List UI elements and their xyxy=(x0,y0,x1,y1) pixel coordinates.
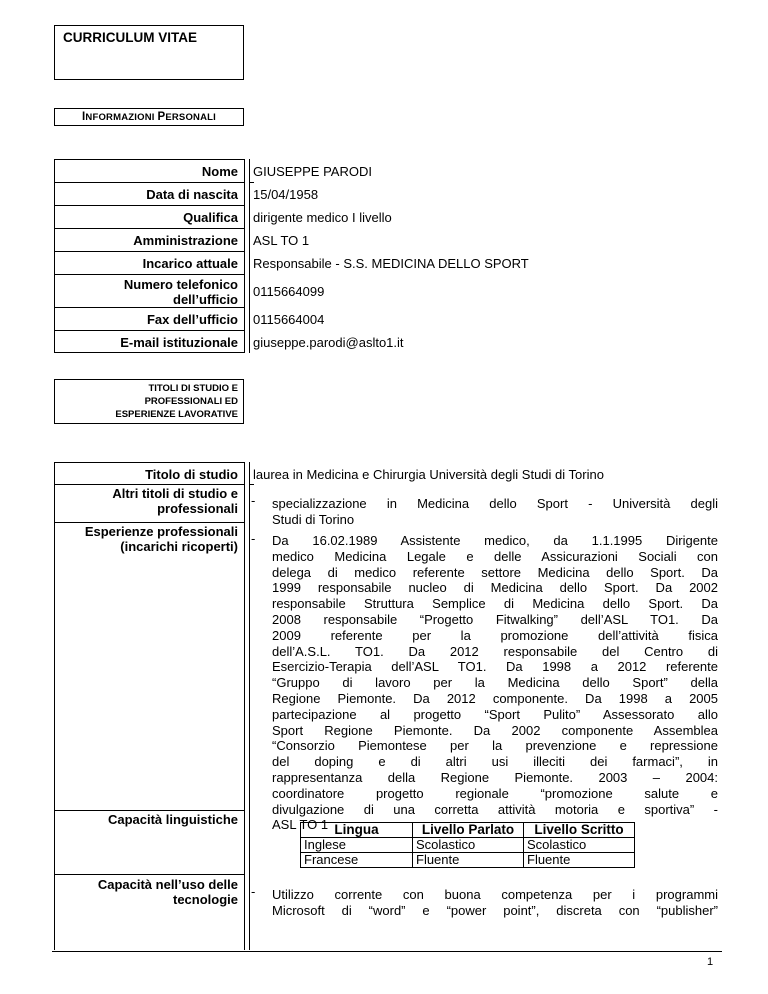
value-email: giuseppe.parodi@aslto1.it xyxy=(253,335,404,350)
section-heading-personal: INFORMAZIONI PERSONALI xyxy=(54,108,244,126)
label-email: E-mail istituzionale xyxy=(120,335,238,350)
bullet-dash: - xyxy=(251,884,256,899)
lang-header-lingua: Lingua xyxy=(301,823,413,838)
experience-line: 1999 responsabile nucleo di Medicina dello Sport. Da 2002 xyxy=(272,580,718,596)
label-data-nascita: Data di nascita xyxy=(146,187,238,202)
value-data-nascita: 15/04/1958 xyxy=(253,187,319,202)
experience-line: Esercizio-Terapia dell’ASL TO1. Da 1998 a 2012 referente xyxy=(272,659,718,675)
experience-line: Regione Piemonte. Da 2012 componente. Da 1998 a 2005 xyxy=(272,690,718,706)
value-nome: GIUSEPPE PARODI xyxy=(253,164,372,179)
value-titolo-studio: laurea in Medicina e Chirurgia Università degli Studi di Torino xyxy=(253,467,604,482)
page-number: 1 xyxy=(707,956,714,968)
experience-line: partecipazione al progetto “Sport Pulito” Assessorato allo xyxy=(272,706,718,722)
experience-line: “Consorzio Piemontese per la prevenzione e repressione xyxy=(272,738,718,754)
experience-line: delega di medico referente settore Medicina dello Sport. Da xyxy=(272,564,718,580)
lang-header-parlato: Livello Parlato xyxy=(413,823,524,838)
experience-line: responsabile Struttura Semplice di Medicina dello Sport. Da xyxy=(272,596,718,612)
label-altri-titoli-2: professionali xyxy=(157,501,238,516)
experience-line: ASL TO 1 xyxy=(272,817,329,833)
cv-title: CURRICULUM VITAE xyxy=(63,30,197,45)
bullet-dash: - xyxy=(251,493,256,508)
experience-line: 2008 responsabile “Progetto Fitwalking” dell’ASL TO1. Da xyxy=(272,611,718,627)
cv-title-box xyxy=(54,25,244,80)
label-esperienze-2: (incarichi ricoperti) xyxy=(120,539,238,554)
table-row: Inglese Scolastico Scolastico xyxy=(301,838,635,853)
lang-header-scritto: Livello Scritto xyxy=(524,823,635,838)
label-fax: Fax dell’ufficio xyxy=(146,312,238,327)
label-capacita-linguistiche: Capacità linguistiche xyxy=(107,812,238,827)
section-heading-titles: TITOLI DI STUDIO E PROFESSIONALI ED ESPERIENZE LAVORATIVE xyxy=(54,379,244,424)
experience-line: coordinatore progetto regionale “promozione salute e xyxy=(272,785,718,801)
footer-divider xyxy=(52,951,722,952)
experience-line: Sport Regione Piemonte. Da 2002 componente Assemblea xyxy=(272,722,718,738)
experience-line: rappresentanza della Regione Piemonte. 2003 – 2004: xyxy=(272,769,718,785)
value-qualifica: dirigente medico I livello xyxy=(253,210,392,225)
value-fax: 0115664004 xyxy=(253,312,325,327)
label-tecnologie-2: tecnologie xyxy=(172,892,238,907)
label-titolo-studio: Titolo di studio xyxy=(145,467,238,482)
label-amministrazione: Amministrazione xyxy=(133,233,238,248)
experience-line: “Gruppo di lavoro per la Medicina dello Sport” della xyxy=(272,675,718,691)
value-amministrazione: ASL TO 1 xyxy=(253,233,310,248)
label-telefono-1: Numero telefonico xyxy=(123,277,238,292)
language-table xyxy=(300,822,635,868)
experience-line: del doping e di altri usi illeciti dei farmaci”, in xyxy=(272,754,718,770)
value-esperienze xyxy=(272,533,718,833)
label-altri-titoli-1: Altri titoli di studio e xyxy=(112,486,238,501)
label-telefono-2: dell’ufficio xyxy=(173,292,238,307)
label-tecnologie-1: Capacità nell’uso delle xyxy=(97,877,238,892)
value-altri-titoli: specializzazione in Medicina dello Sport - Università degli Studi di Torino xyxy=(272,496,718,527)
label-qualifica: Qualifica xyxy=(183,210,238,225)
label-nome: Nome xyxy=(201,164,238,179)
label-incarico: Incarico attuale xyxy=(142,256,238,271)
value-tecnologie: Utilizzo corrente con buona competenza per i programmi Microsoft di “word” e “power point”, discreta con “publisher” xyxy=(272,887,718,918)
experience-line: divulgazione di una corretta attività motoria e sportiva” - xyxy=(272,801,718,817)
experience-line: Da 16.02.1989 Assistente medico, da 1.1.1995 Dirigente xyxy=(272,533,718,548)
label-esperienze-1: Esperienze professionali xyxy=(84,524,238,539)
column-divider xyxy=(249,159,250,353)
experience-line: 2009 referente per la promozione dell’attività fisica xyxy=(272,627,718,643)
value-incarico: Responsabile - S.S. MEDICINA DELLO SPORT xyxy=(253,256,529,271)
experience-line: dell’A.S.L. TO1. Da 2012 responsabile del Centro di xyxy=(272,643,718,659)
table-row: Francese Fluente Fluente xyxy=(301,853,635,868)
bullet-dash: - xyxy=(251,531,256,546)
value-telefono: 0115664099 xyxy=(253,284,325,299)
experience-line: medico Medicina Legale e delle Assicurazioni Sociali con xyxy=(272,548,718,564)
education-column-divider xyxy=(249,462,250,950)
